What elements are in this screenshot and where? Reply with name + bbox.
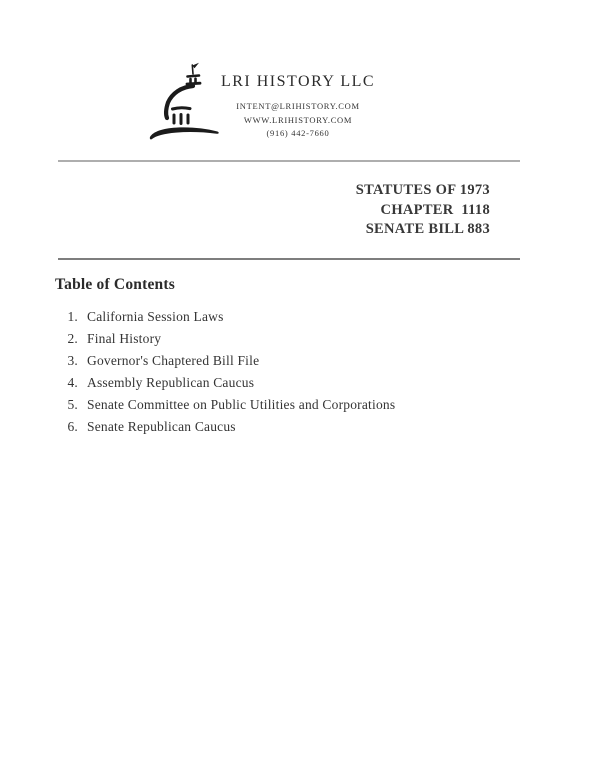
bill-reference-block (240, 181, 490, 240)
contact-email: INTENT@LRIHISTORY.COM (236, 101, 360, 111)
toc-item-number: 6. (67, 419, 78, 434)
toc-item (55, 309, 395, 331)
statutes-line: STATUTES OF 1973 (355, 182, 490, 198)
toc-heading: Table of Contents (55, 276, 175, 293)
contact-phone: (916) 442-7660 (266, 128, 330, 138)
senate-bill-line: SENATE BILL 883 (365, 221, 490, 237)
toc-item-number: 4. (67, 375, 78, 390)
toc-item (55, 397, 395, 419)
divider-bottom (58, 258, 520, 260)
toc-item (55, 353, 395, 375)
toc-item-number: 1. (67, 309, 78, 324)
toc-list (55, 309, 395, 441)
toc-item-label: Final History (87, 331, 162, 346)
toc-item (55, 375, 395, 397)
toc-item-label: Governor's Chaptered Bill File (87, 353, 260, 368)
toc-item-label: California Session Laws (87, 309, 224, 324)
toc-item-number: 3. (67, 353, 78, 368)
toc-item-label: Senate Republican Caucus (87, 419, 236, 434)
toc-item-label: Senate Committee on Public Utilities and Corporations (87, 397, 396, 412)
toc-item (55, 331, 395, 353)
toc-item-number: 5. (67, 397, 78, 412)
letterhead (198, 73, 398, 141)
contact-website: WWW.LRIHISTORY.COM (243, 114, 353, 125)
toc-item-number: 2. (67, 331, 78, 346)
divider-top (58, 160, 520, 162)
company-name: LRI HISTORY LLC (220, 73, 376, 90)
toc-item (55, 419, 395, 441)
toc-item-label: Assembly Republican Caucus (87, 375, 255, 390)
chapter-line: CHAPTER 1118 (380, 201, 490, 218)
